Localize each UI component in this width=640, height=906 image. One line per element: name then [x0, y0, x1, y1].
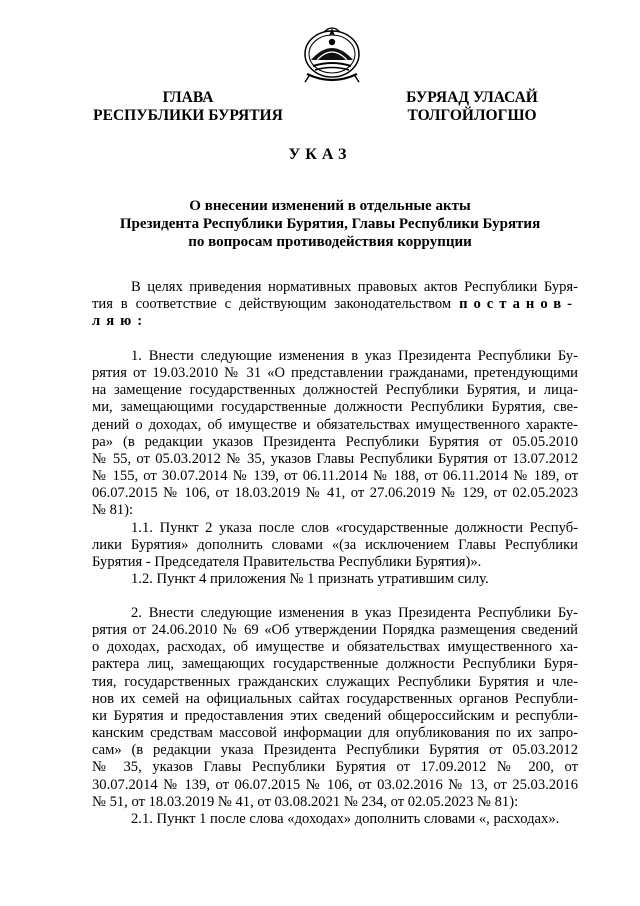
header-right-line1: БУРЯАД УЛАСАЙ: [406, 89, 538, 106]
section-line: 2. Внести следующие изменения в указ Президента Республики Бу-: [131, 605, 578, 621]
section-line: сам» (в редакции указа Президента Республики Бурятия от 05.03.2012: [92, 742, 578, 759]
section-line: ми, замещающими государственные должности Республики Бурятия, све-: [92, 399, 578, 416]
section-line: нов их семей на официальных сайтах государственных органов Республи-: [92, 690, 578, 707]
section-line: о доходах, расходах, об имуществе и обязательствах имущественного ха-: [92, 639, 578, 656]
section-line: 06.07.2015 № 106, от 18.03.2019 № 41, от 27.06.2019 № 129, от 02.05.2023: [92, 485, 578, 502]
preamble-bold-end: ляю:: [92, 313, 149, 330]
section-line: ки Бурятия и предоставления этих сведений общероссийским и республи-: [92, 707, 578, 724]
section-line: рятия от 24.06.2010 № 69 «Об утверждении Порядка размещения сведений: [92, 622, 578, 639]
title-line: Президента Республики Бурятия, Главы Республики Бурятия: [119, 216, 541, 232]
subsection-line: Бурятия - Председателя Правительства Республики Бурятия)».: [92, 553, 482, 570]
section-line: № 81):: [92, 502, 134, 519]
section-line: № 55, от 05.03.2012 № 35, указов Главы Республики Бурятия от 13.07.2012: [92, 450, 578, 467]
section-line: рятия от 19.03.2010 № 31 «О представлении гражданами, претендующими: [92, 365, 578, 382]
preamble-paragraph: [92, 279, 578, 330]
header-left-line2: РЕСПУБЛИКИ БУРЯТИЯ: [93, 107, 283, 124]
section-line: № 155, от 30.07.2014 № 139, от 06.11.2014 № 188, от 06.11.2014 № 189, от: [92, 468, 578, 485]
preamble-line: В целях приведения нормативных правовых актов Республики Буря-: [131, 279, 578, 295]
subsection-line: лики Бурятия» дополнить словами «(за исключением Главы Республики: [92, 536, 578, 553]
header-right-line2: ТОЛГОЙЛОГШО: [407, 107, 537, 124]
document-title: [95, 197, 565, 251]
subsection-line: 1.2. Пункт 4 приложения № 1 признать утратившим силу.: [131, 571, 489, 588]
coat-of-arms-emblem: [297, 20, 367, 86]
section-line: 30.07.2014 № 139, от 06.07.2015 № 106, от 03.02.2016 № 13, от 25.03.2016: [92, 776, 578, 793]
section-1: [92, 348, 578, 588]
section-2: [92, 605, 578, 828]
section-line: № 35, указов Главы Республики Бурятия от 17.09.2012 № 200, от: [92, 759, 578, 776]
title-line: по вопросам противодействия коррупции: [188, 234, 472, 250]
subsection-line: 2.1. Пункт 1 после слова «доходах» дополнить словами «, расходах».: [131, 810, 560, 827]
document-type-heading: УКАЗ: [288, 146, 352, 163]
preamble-line: [92, 296, 578, 313]
section-line: 1. Внести следующие изменения в указ Президента Республики Бу-: [131, 348, 578, 364]
header-left-block: [88, 89, 288, 125]
section-line: № 51, от 18.03.2019 № 41, от 03.08.2021 № 234, от 02.05.2023 № 81):: [92, 793, 519, 810]
section-line: на замещение государственных должностей Республики Бурятия, и лица-: [92, 382, 578, 399]
section-line: тия, государственных гражданских служащих Республики Бурятия и чле-: [92, 673, 578, 690]
subsection-line: 1.1. Пункт 2 указа после слов «государственные должности Респуб-: [131, 519, 578, 536]
header-left-line1: ГЛАВА: [162, 89, 214, 106]
section-line: рактера лиц, замещающих государственные должности Республики Буря-: [92, 656, 578, 673]
section-line: дений о доходах, об имуществе и обязательствах имущественного характе-: [92, 416, 578, 433]
section-line: ра» (в редакции указов Президента Республики Бурятия от 05.05.2010: [92, 433, 578, 450]
header-right-block: [384, 89, 560, 125]
preamble-text: тия в соответствие с действующим законодательством: [92, 296, 452, 313]
preamble-bold-word: постанов-: [459, 296, 578, 313]
title-line: О внесении изменений в отдельные акты: [189, 198, 471, 214]
section-line: канским средствам массовой информации для опубликования по их запро-: [92, 725, 578, 742]
